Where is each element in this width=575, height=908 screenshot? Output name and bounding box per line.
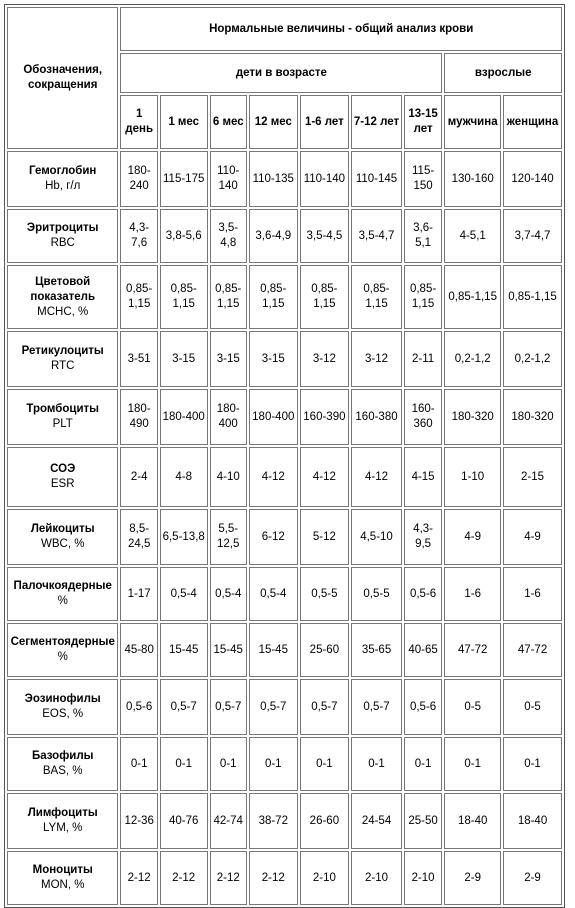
blood-norms-table (4, 4, 565, 908)
value-cell: 1-10 (444, 447, 501, 507)
value-cell: 0,5-4 (249, 567, 298, 621)
parameter-name: Тромбоциты (26, 403, 99, 415)
value-cell: 0-1 (249, 737, 298, 791)
value-cell: 0,5-5 (300, 567, 350, 621)
parameter-abbreviation: EOS, % (42, 708, 84, 720)
table-row (7, 151, 562, 207)
value-cell: 0,85-1,15 (404, 265, 442, 329)
parameter-cell (7, 567, 118, 621)
value-cell: 0-1 (444, 737, 501, 791)
value-cell: 4-12 (351, 447, 402, 507)
parameter-name: Базофилы (31, 750, 94, 762)
value-cell: 120-140 (503, 151, 562, 207)
value-cell: 160-380 (351, 389, 402, 445)
parameter-name: Палочкоядерные (13, 580, 112, 592)
value-cell: 0,5-7 (351, 679, 402, 735)
value-cell: 2-4 (120, 447, 157, 507)
parameter-abbreviation: BAS, % (42, 765, 83, 777)
value-cell: 0,85-1,15 (210, 265, 247, 329)
value-cell: 0-5 (444, 679, 501, 735)
parameter-name: Лейкоциты (30, 523, 95, 535)
value-cell: 47-72 (503, 623, 562, 677)
column-header: мужчина (444, 95, 501, 149)
value-cell: 180-490 (120, 389, 157, 445)
value-cell: 2-9 (444, 851, 501, 905)
table-row (7, 509, 562, 565)
value-cell: 8,5-24,5 (120, 509, 157, 565)
column-header: 6 мес (210, 95, 247, 149)
value-cell: 15-45 (210, 623, 247, 677)
value-cell: 4,5-10 (351, 509, 402, 565)
value-cell: 0,5-7 (249, 679, 298, 735)
value-cell: 5-12 (300, 509, 350, 565)
value-cell: 0,85-1,15 (351, 265, 402, 329)
value-cell: 12-36 (120, 793, 157, 849)
value-cell: 2-10 (300, 851, 350, 905)
value-cell: 0,5-6 (120, 679, 157, 735)
value-cell: 115-150 (404, 151, 442, 207)
parameter-name: Сегментоядерные (10, 636, 115, 648)
value-cell: 3-15 (249, 331, 298, 387)
value-cell: 110-140 (300, 151, 350, 207)
value-cell: 0,5-7 (300, 679, 350, 735)
value-cell: 3,6-4,9 (249, 209, 298, 263)
value-cell: 0,85-1,15 (120, 265, 157, 329)
value-cell: 24-54 (351, 793, 402, 849)
value-cell: 2-12 (210, 851, 247, 905)
value-cell: 4-9 (503, 509, 562, 565)
value-cell: 6,5-13,8 (160, 509, 208, 565)
parameter-name: Цветовой показатель (30, 275, 96, 303)
value-cell: 160-390 (300, 389, 350, 445)
value-cell: 0,85-1,15 (444, 265, 501, 329)
parameter-cell (7, 793, 118, 849)
table-row (7, 447, 562, 507)
value-cell: 0,2-1,2 (503, 331, 562, 387)
title-row (7, 7, 562, 51)
value-cell: 2-11 (404, 331, 442, 387)
value-cell: 45-80 (120, 623, 157, 677)
value-cell: 0,85-1,15 (160, 265, 208, 329)
value-cell: 42-74 (210, 793, 247, 849)
value-cell: 3-12 (351, 331, 402, 387)
value-cell: 3,7-4,7 (503, 209, 562, 263)
table-row (7, 331, 562, 387)
value-cell: 2-9 (503, 851, 562, 905)
value-cell: 0,5-7 (160, 679, 208, 735)
value-cell: 3,8-5,6 (160, 209, 208, 263)
value-cell: 4,3-9,5 (404, 509, 442, 565)
table-row (7, 623, 562, 677)
value-cell: 0-1 (404, 737, 442, 791)
table-row (7, 567, 562, 621)
value-cell: 1-6 (503, 567, 562, 621)
column-header: женщина (503, 95, 562, 149)
value-cell: 2-15 (503, 447, 562, 507)
value-cell: 47-72 (444, 623, 501, 677)
value-cell: 35-65 (351, 623, 402, 677)
parameter-cell (7, 623, 118, 677)
value-cell: 2-12 (249, 851, 298, 905)
table-row (7, 679, 562, 735)
value-cell: 4-12 (249, 447, 298, 507)
parameter-cell (7, 679, 118, 735)
value-cell: 4-5,1 (444, 209, 501, 263)
value-cell: 0,5-4 (160, 567, 208, 621)
parameter-cell (7, 265, 118, 329)
parameter-abbreviation: MON, % (40, 879, 85, 891)
column-header: 1 день (120, 95, 157, 149)
value-cell: 4-10 (210, 447, 247, 507)
value-cell: 3-15 (160, 331, 208, 387)
value-cell: 3-15 (210, 331, 247, 387)
group-children-header: дети в возрасте (120, 53, 442, 93)
column-header: 7-12 лет (351, 95, 402, 149)
value-cell: 25-60 (300, 623, 350, 677)
table-row (7, 851, 562, 905)
column-header: 1-6 лет (300, 95, 350, 149)
parameter-abbreviation: WBC, % (40, 538, 85, 550)
value-cell: 0,2-1,2 (444, 331, 501, 387)
column-header: 12 мес (249, 95, 298, 149)
value-cell: 4-8 (160, 447, 208, 507)
value-cell: 3,6-5,1 (404, 209, 442, 263)
table-row (7, 389, 562, 445)
parameter-abbreviation: MCHC, % (37, 305, 89, 318)
column-header: 13-15 лет (404, 95, 442, 149)
table-title: Нормальные величины - общий анализ крови (120, 7, 562, 51)
parameter-cell (7, 331, 118, 387)
parameter-name: СОЭ (50, 463, 76, 475)
value-cell: 0,5-5 (351, 567, 402, 621)
parameter-abbreviation: Hb, г/л (45, 180, 81, 192)
value-cell: 4,3-7,6 (120, 209, 157, 263)
value-cell: 0,5-7 (210, 679, 247, 735)
value-cell: 180-320 (503, 389, 562, 445)
value-cell: 3-12 (300, 331, 350, 387)
value-cell: 180-320 (444, 389, 501, 445)
value-cell: 0,85-1,15 (300, 265, 350, 329)
value-cell: 110-135 (249, 151, 298, 207)
value-cell: 180-400 (249, 389, 298, 445)
value-cell: 38-72 (249, 793, 298, 849)
parameter-name: Гемоглобин (29, 165, 97, 177)
value-cell: 0-1 (351, 737, 402, 791)
value-cell: 3-51 (120, 331, 157, 387)
value-cell: 110-140 (210, 151, 247, 207)
parameter-abbreviation: RTC (50, 360, 75, 372)
value-cell: 180-240 (120, 151, 157, 207)
table-body (7, 151, 562, 905)
value-cell: 5,5-12,5 (210, 509, 247, 565)
value-cell: 1-6 (444, 567, 501, 621)
value-cell: 0,5-6 (404, 679, 442, 735)
parameter-abbreviation: PLT (52, 418, 73, 430)
value-cell: 160-360 (404, 389, 442, 445)
value-cell: 115-175 (160, 151, 208, 207)
value-cell: 40-65 (404, 623, 442, 677)
parameter-abbreviation: RBC (50, 237, 75, 249)
value-cell: 4-9 (444, 509, 501, 565)
parameter-name: Ретикулоциты (21, 345, 104, 357)
parameter-name: Лимфоциты (27, 807, 98, 819)
parameter-abbreviation: % (57, 651, 68, 663)
parameter-cell (7, 509, 118, 565)
table-row (7, 737, 562, 791)
value-cell: 0-1 (503, 737, 562, 791)
value-cell: 3,5-4,8 (210, 209, 247, 263)
value-cell: 2-12 (160, 851, 208, 905)
parameter-abbreviation: LYM, % (43, 822, 83, 834)
parameter-name: Эритроциты (26, 222, 99, 234)
parameter-abbreviation: ESR (50, 478, 75, 490)
parameter-cell (7, 151, 118, 207)
value-cell: 0,5-6 (404, 567, 442, 621)
group-adults-header: взрослые (444, 53, 562, 93)
parameter-cell (7, 851, 118, 905)
parameter-cell (7, 209, 118, 263)
value-cell: 0,85-1,15 (249, 265, 298, 329)
value-cell: 2-12 (120, 851, 157, 905)
value-cell: 6-12 (249, 509, 298, 565)
parameter-abbreviation: % (57, 595, 68, 607)
value-cell: 18-40 (444, 793, 501, 849)
value-cell: 0-1 (210, 737, 247, 791)
parameter-cell (7, 389, 118, 445)
table-row (7, 209, 562, 263)
value-cell: 0-5 (503, 679, 562, 735)
value-cell: 3,5-4,5 (300, 209, 350, 263)
parameter-name: Моноциты (32, 864, 93, 876)
value-cell: 25-50 (404, 793, 442, 849)
value-cell: 0-1 (300, 737, 350, 791)
value-cell: 2-10 (404, 851, 442, 905)
value-cell: 2-10 (351, 851, 402, 905)
value-cell: 110-145 (351, 151, 402, 207)
value-cell: 15-45 (249, 623, 298, 677)
value-cell: 0-1 (160, 737, 208, 791)
parameter-name: Эозинофилы (24, 693, 101, 705)
column-header: 1 мес (160, 95, 208, 149)
corner-label: Обозначения, сокращения (7, 7, 118, 149)
table-row (7, 265, 562, 329)
value-cell: 18-40 (503, 793, 562, 849)
value-cell: 4-15 (404, 447, 442, 507)
parameter-cell (7, 737, 118, 791)
table-row (7, 793, 562, 849)
value-cell: 0,5-4 (210, 567, 247, 621)
value-cell: 130-160 (444, 151, 501, 207)
value-cell: 180-400 (210, 389, 247, 445)
value-cell: 15-45 (160, 623, 208, 677)
value-cell: 4-12 (300, 447, 350, 507)
parameter-cell (7, 447, 118, 507)
value-cell: 1-17 (120, 567, 157, 621)
value-cell: 0-1 (120, 737, 157, 791)
value-cell: 40-76 (160, 793, 208, 849)
value-cell: 3,5-4,7 (351, 209, 402, 263)
value-cell: 180-400 (160, 389, 208, 445)
value-cell: 26-60 (300, 793, 350, 849)
value-cell: 0,85-1,15 (503, 265, 562, 329)
